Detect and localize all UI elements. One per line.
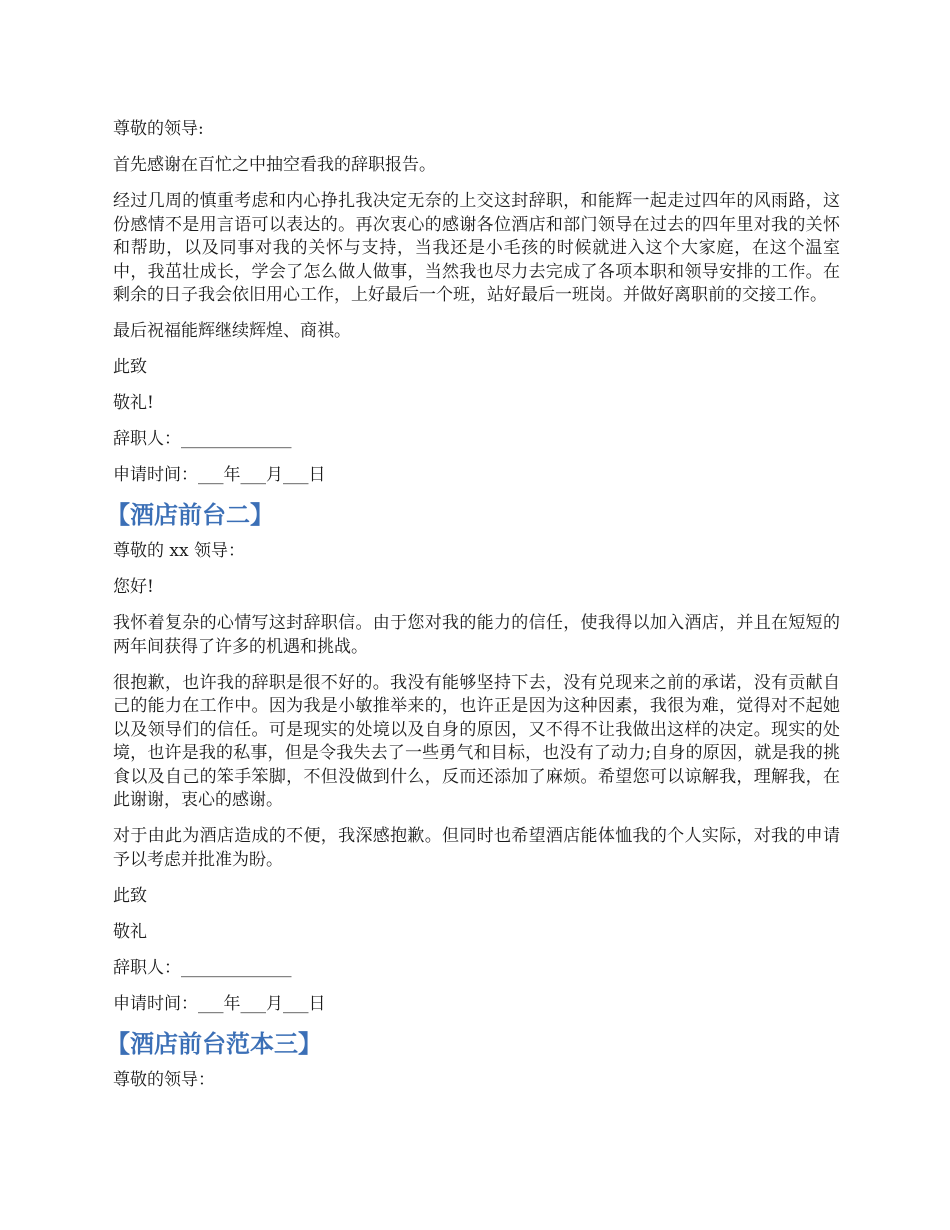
greeting: 尊敬的领导： bbox=[113, 1069, 215, 1090]
paragraph: 首先感谢在百忙之中抽空看我的辞职报告。 bbox=[113, 155, 436, 175]
document-page bbox=[106, 118, 840, 1105]
signature-line: 辞职人：_____________ bbox=[113, 429, 292, 449]
greeting: 尊敬的 xx 领导： bbox=[113, 541, 245, 561]
section-heading: 【酒店前台二】 bbox=[106, 501, 274, 529]
paragraph: 最后祝福能辉继续辉煌、商祺。 bbox=[113, 321, 351, 341]
date-line: 申请时间：___年___月___日 bbox=[113, 465, 326, 485]
paragraph: 我怀着复杂的心情写这封辞职信。由于您对我的能力的信任，使我得以加入酒店，并且在短短的两年间获得了许多的机遇和挑战。 bbox=[113, 613, 840, 657]
paragraph: 对于由此为酒店造成的不便，我深感抱歉。但同时也希望酒店能体恤我的个人实际，对我的申请予以考虑并批准为盼。 bbox=[113, 826, 840, 870]
section-heading: 【酒店前台范本三】 bbox=[106, 1029, 322, 1058]
paragraph: 经过几周的慎重考虑和内心挣扎我决定无奈的上交这封辞职，和能辉一起走过四年的风雨路，这份感情不是用言语可以表达的。再次衷心的感谢各位酒店和部门领导在过去的四年里对我的关怀和帮助，以及同事对我的关怀与支持，当我还是小毛孩的时候就进入这个大家庭，在这个温室中，我茁壮成长，学会了怎么做人做事，当然我也尽力去完成了各项本职和领导安排的工作。在剩余的日子我会依旧用心工作，上好最后一个班，站好最后一班岗。并做好离职前的交接工作。 bbox=[113, 191, 840, 305]
salutation: 您好! bbox=[113, 577, 154, 597]
closing-line: 敬礼! bbox=[113, 393, 154, 413]
closing-line: 敬礼 bbox=[113, 921, 147, 942]
closing-line: 此致 bbox=[113, 357, 147, 377]
date-line: 申请时间：___年___月___日 bbox=[113, 993, 326, 1014]
greeting: 尊敬的领导: bbox=[113, 119, 204, 139]
paragraph: 很抱歉，也许我的辞职是很不好的。我没有能够坚持下去，没有兑现来之前的承诺，没有贡献自己的能力在工作中。因为我是小敏推举来的，也许正是因为这种因素，我很为难，觉得对不起她以及领导们的信任。可是现实的处境以及自身的原因，又不得不让我做出这样的决定。现实的处境，也许是我的私事，但是令我失去了一些勇气和目标，也没有了动力;自身的原因，就是我的挑食以及自己的笨手笨脚，不但没做到什么，反而还添加了麻烦。希望您可以谅解我，理解我，在此谢谢，衷心的感谢。 bbox=[113, 672, 840, 810]
signature-line: 辞职人：_____________ bbox=[113, 957, 292, 978]
closing-line: 此致 bbox=[113, 885, 147, 906]
